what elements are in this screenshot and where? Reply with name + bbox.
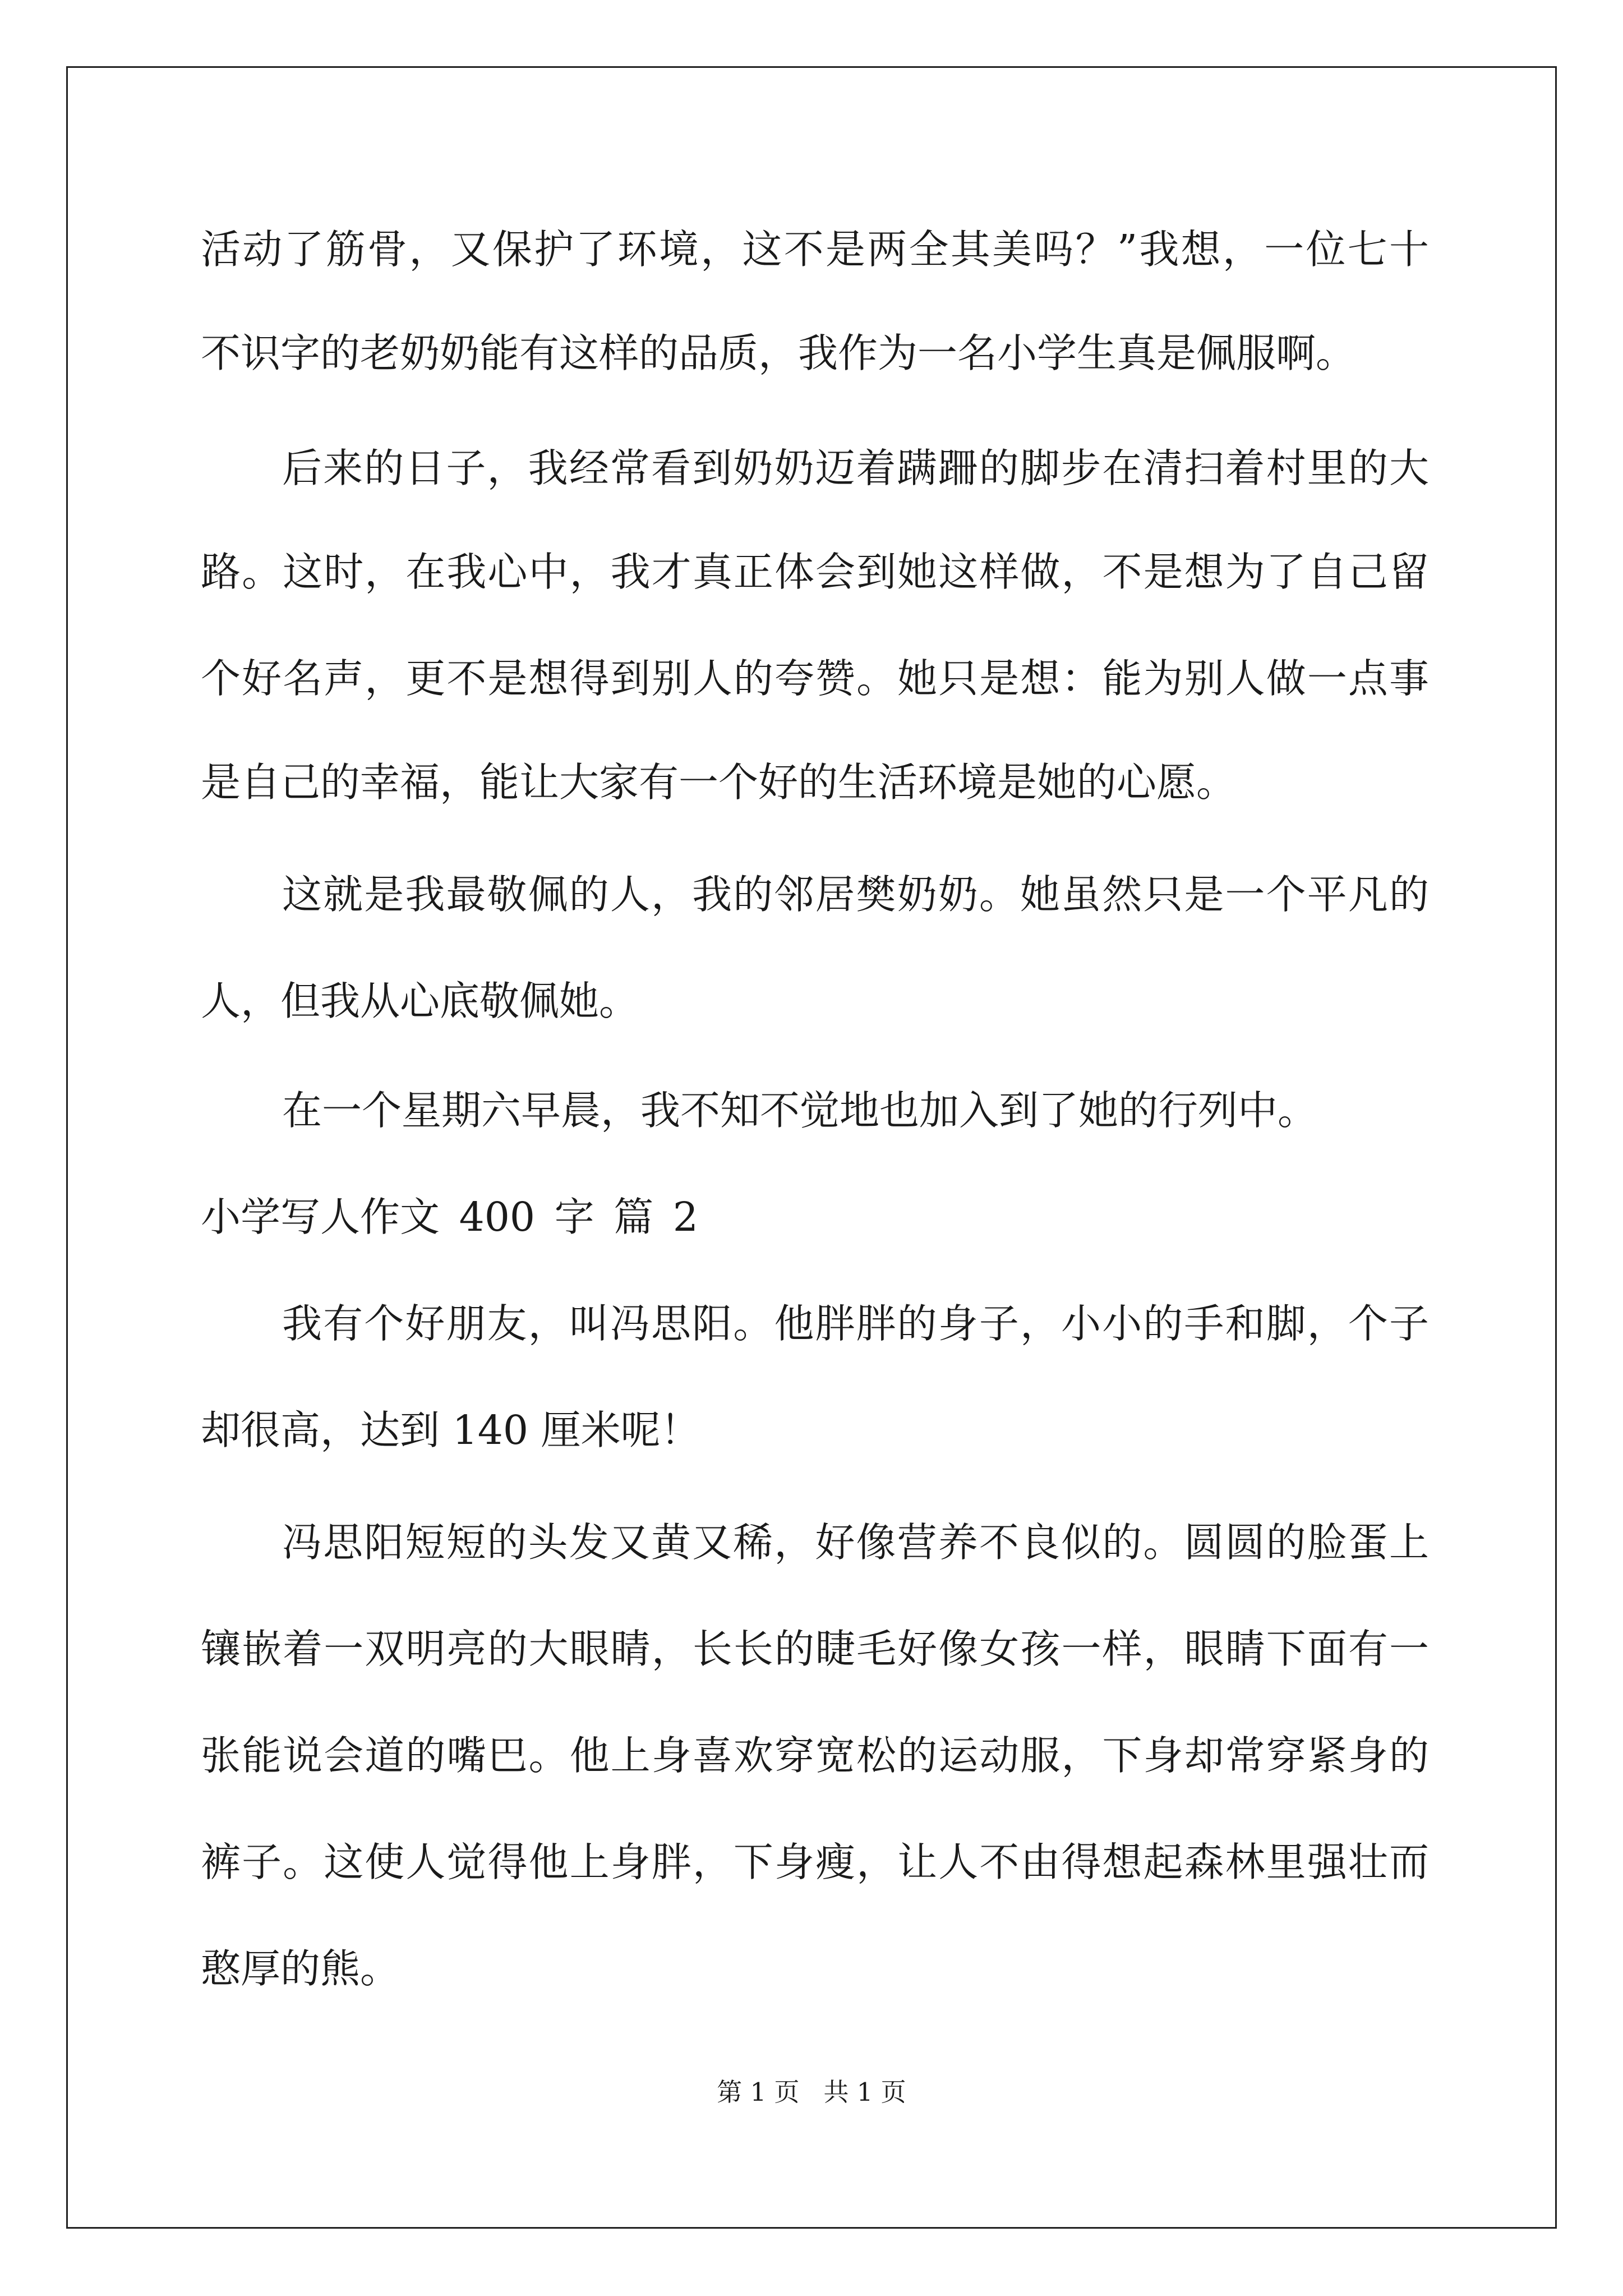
text-line: 这就是我最敬佩的人，我的邻居樊奶奶。她虽然只是一个平凡的 bbox=[282, 871, 1429, 918]
text-line: 不识字的老奶奶能有这样的品质，我作为一名小学生真是佩服啊。 bbox=[201, 330, 1356, 376]
text-line: 裤子。这使人觉得他上身胖，下身瘦，让人不由得想起森林里强壮而 bbox=[201, 1839, 1429, 1885]
text-line: 是自己的幸福，能让大家有一个好的生活环境是她的心愿。 bbox=[201, 759, 1237, 806]
page-border bbox=[66, 66, 1557, 2229]
text-line: 后来的日子，我经常看到奶奶迈着蹒跚的脚步在清扫着村里的大 bbox=[282, 445, 1429, 491]
text-line: 路。这时，在我心中，我才真正体会到她这样做，不是想为了自己留 bbox=[201, 549, 1429, 595]
text-line: 人，但我从心底敬佩她。 bbox=[201, 978, 639, 1024]
section-heading: 小学写人作文 400 字 篇 2 bbox=[201, 1194, 698, 1240]
text-line: 我有个好朋友，叫冯思阳。他胖胖的身子，小小的手和脚，个子 bbox=[282, 1300, 1429, 1347]
text-line: 张能说会道的嘴巴。他上身喜欢穿宽松的运动服，下身却常穿紧身的 bbox=[201, 1732, 1429, 1779]
text-line: 却很高，达到 140 厘米呢！ bbox=[201, 1407, 700, 1453]
text-line: 在一个星期六早晨，我不知不觉地也加入到了她的行列中。 bbox=[282, 1087, 1318, 1134]
text-line: 憨厚的熊。 bbox=[201, 1945, 400, 1992]
page-number-footer: 第 1 页 共 1 页 bbox=[717, 2077, 906, 2107]
text-line: 个好名声，更不是想得到别人的夸赞。她只是想：能为别人做一点事 bbox=[201, 655, 1429, 702]
text-line: 镶嵌着一双明亮的大眼睛，长长的睫毛好像女孩一样，眼睛下面有一 bbox=[201, 1626, 1429, 1672]
text-line: 活动了筋骨，又保护了环境，这不是两全其美吗？”我想，一位七十 bbox=[201, 226, 1429, 273]
text-line: 冯思阳短短的头发又黄又稀，好像营养不良似的。圆圆的脸蛋上 bbox=[282, 1519, 1429, 1566]
